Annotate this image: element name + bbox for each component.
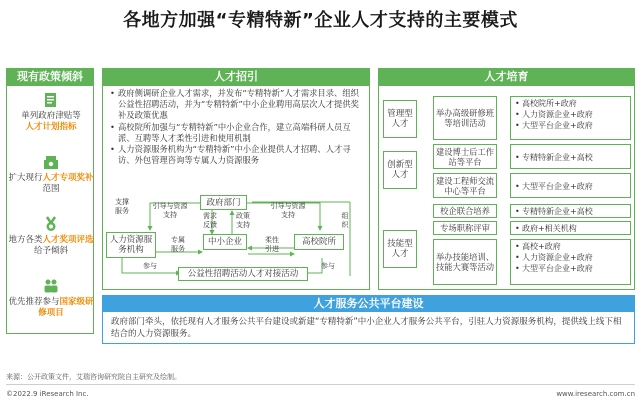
program-cell: 举办技能培训、技能大赛等活动 xyxy=(433,239,497,285)
sme-node: 中小企业 xyxy=(203,234,247,250)
left-column xyxy=(6,86,94,334)
entity-cell: • 高校院所+政府 • 人力资源企业+政府 • 大型平台企业+政府 xyxy=(510,96,631,140)
program-cell: 建设工程师交流中心等平台 xyxy=(433,173,497,198)
entity-cell: • 专精特新企业+高校 xyxy=(510,144,631,169)
left-header: 现有政策倾斜 xyxy=(6,68,94,86)
label-participate-left: 参与 xyxy=(143,262,157,270)
bottom-node: 公益性招聘活动人才对接活动 xyxy=(178,267,308,281)
copyright: ©2022.9 iResearch Inc. xyxy=(6,390,89,398)
footer-divider xyxy=(6,384,635,385)
site-url: www.iresearch.com.cn xyxy=(556,390,635,398)
recruit-header: 人才招引 xyxy=(102,68,370,86)
source-note: 来源：公开政策文件，艾瑞咨询研究院自主研究及绘制。 xyxy=(6,373,181,381)
univ-node: 高校院所 xyxy=(294,234,344,250)
label-exclusive-service: 专属服务 xyxy=(171,236,185,253)
label-support-service: 支撑服务 xyxy=(115,198,129,215)
people-icon xyxy=(42,278,60,294)
platform-panel xyxy=(102,312,635,344)
left-item-4: 优先推荐参与国家级研修项目 xyxy=(7,278,95,319)
label-policy-support: 政策支持 xyxy=(236,212,250,229)
left-item-2: 扩大现行人才专项奖补范围 xyxy=(7,154,95,195)
recruit-bullet: • 高校院所加强与“专精特新”中小企业合作，建立高端科研人员互派、互聘等人才柔性引进和使用机制 xyxy=(110,122,366,144)
label-guide-left: 引导与资源支持 xyxy=(152,202,188,219)
entity-cell: • 大型平台企业+政府 xyxy=(510,173,631,198)
platform-text: 政府部门牵头，依托现有人才服务公共平台建设或新建“专精特新”中小企业人才服务公共平台，引驻人力资源服务机构，提供线上线下相结合的人力资源服务。 xyxy=(111,317,622,339)
left-item-1: 单列政府津贴等 人才计划指标 xyxy=(7,92,95,133)
gov-node: 政府部门 xyxy=(200,195,247,210)
entity-cell: • 专精特新企业+高校 xyxy=(510,204,631,218)
label-demand-feedback: 需求反馈 xyxy=(203,212,217,229)
category-management: 管理型人才 xyxy=(383,100,417,138)
program-cell: 校企联合培养 xyxy=(433,204,497,218)
program-cell: 举办高级研修班等培训活动 xyxy=(433,96,497,140)
platform-header: 人才服务公共平台建设 xyxy=(102,295,635,312)
category-skill: 技能型人才 xyxy=(383,230,417,268)
entity-cell: • 高校+政府 • 人力资源企业+政府 • 大型平台企业+政府 xyxy=(510,239,631,285)
category-innovation: 创新型人才 xyxy=(383,151,417,189)
entity-cell: • 政府+相关机构 xyxy=(510,221,631,235)
page-title: 各地方加强“专精特新”企业人才支持的主要模式 xyxy=(123,10,518,31)
recruit-bullet: • 人力资源服务机构为“专精特新”中小企业提供人才招聘、人才寻访、外包管理咨询等专属人力资源服务 xyxy=(110,144,366,166)
award-icon xyxy=(42,154,60,170)
left-item-3: 地方各类人才奖项评选给予倾斜 xyxy=(7,216,95,257)
cultivate-header: 人才培育 xyxy=(378,68,635,86)
hr-node: 人力资源服务机构 xyxy=(106,232,156,258)
medal-icon xyxy=(42,216,60,232)
label-organize: 组织 xyxy=(341,212,349,229)
program-cell: 专场职称评审 xyxy=(433,221,497,235)
recruit-bullet: • 政府侧调研企业人才需求，并发布“专精特新”人才需求目录、组织公益性招聘活动，并为“专精特新”中小企业聘用高层次人才提供奖补及政策优惠 xyxy=(110,88,366,122)
label-participate-right: 参与 xyxy=(321,262,335,270)
document-icon xyxy=(42,92,60,108)
recruit-bullets xyxy=(110,88,366,166)
label-guide-right: 引导与资源支持 xyxy=(270,202,306,219)
label-flexible-intro: 柔性引进 xyxy=(265,236,279,253)
program-cell: 建设博士后工作站等平台 xyxy=(433,144,497,169)
